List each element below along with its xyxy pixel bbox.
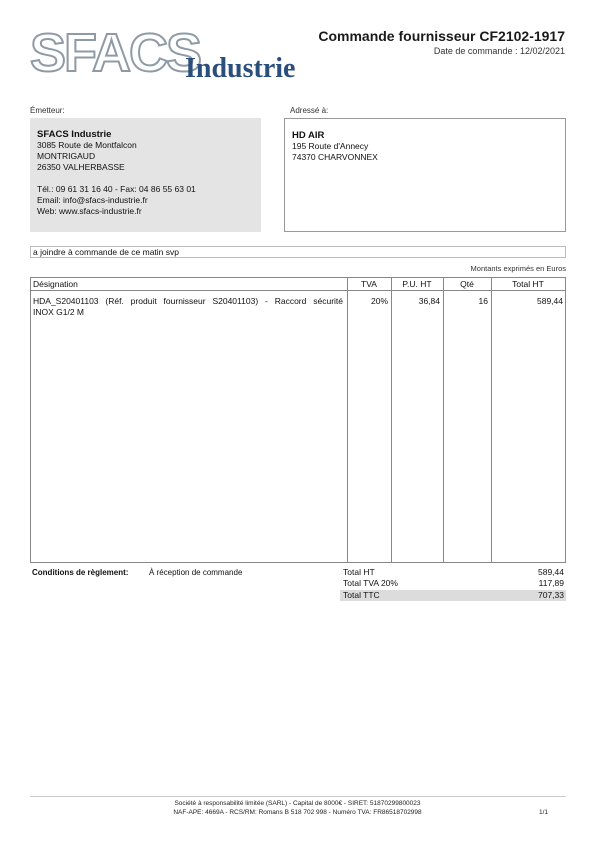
recipient-box xyxy=(284,118,566,232)
sender-email: Email: info@sfacs-industrie.fr xyxy=(37,195,148,205)
row-tva: 20% xyxy=(370,296,388,306)
header-designation: Désignation xyxy=(33,279,78,289)
recipient-address: 195 Route d'Annecy xyxy=(292,141,369,151)
col-divider xyxy=(391,278,392,562)
row-designation: HDA_S20401103 (Réf. produit fournisseur S20401103) - Raccord sécurité xyxy=(33,296,343,306)
payment-terms-label: Conditions de règlement: xyxy=(32,568,129,577)
header-quantity: Qté xyxy=(460,279,474,289)
header-tva: TVA xyxy=(361,279,377,289)
footer-divider xyxy=(30,796,566,797)
col-divider xyxy=(491,278,492,562)
sender-name: SFACS Industrie xyxy=(37,129,112,140)
sender-label: Émetteur: xyxy=(30,106,65,115)
row-quantity: 16 xyxy=(478,296,488,306)
col-divider xyxy=(347,278,348,562)
total-ht-value: 589,44 xyxy=(538,567,564,577)
sender-phone: Tél.: 09 61 31 16 40 - Fax: 04 86 55 63 01 xyxy=(37,184,196,194)
order-note: a joindre à commande de ce matin svp xyxy=(30,246,566,258)
header-unit-price: P.U. HT xyxy=(402,279,432,289)
header-total: Total HT xyxy=(512,279,544,289)
sender-box xyxy=(30,118,261,232)
total-ttc-label: Total TTC xyxy=(343,590,380,600)
table-row xyxy=(33,296,343,318)
currency-note: Montants exprimés en Euros xyxy=(470,264,566,273)
order-date: Date de commande : 12/02/2021 xyxy=(433,46,565,56)
row-total: 589,44 xyxy=(537,296,563,306)
logo-word: Industrie xyxy=(185,53,296,84)
total-tva-label: Total TVA 20% xyxy=(343,578,398,588)
total-tva-value: 117,89 xyxy=(538,578,564,588)
recipient-postal: 74370 CHARVONNEX xyxy=(292,152,378,162)
row-unit-price: 36,84 xyxy=(418,296,440,306)
page-number: 1/1 xyxy=(538,809,548,816)
items-table xyxy=(30,277,566,563)
logo-mark: SFACS xyxy=(30,23,201,83)
sender-address: 3085 Route de Montfalcon xyxy=(37,140,137,150)
sender-postal: 26350 VALHERBASSE xyxy=(37,162,125,172)
document-title: Commande fournisseur CF2102-1917 xyxy=(318,28,565,44)
sender-city: MONTRIGAUD xyxy=(37,151,96,161)
recipient-label: Adressé à: xyxy=(290,106,329,115)
company-logo xyxy=(30,23,320,86)
row-designation-cont: INOX G1/2 M xyxy=(33,307,85,317)
total-ttc-row xyxy=(340,590,566,601)
footer-legal-line2: NAF-APE: 4669A - RCS/RM: Romans B 518 702 998 - Numéro TVA: FR86518702998 xyxy=(173,809,422,816)
total-ht-row xyxy=(340,567,566,578)
total-ht-label: Total HT xyxy=(343,567,375,577)
sender-web: Web: www.sfacs-industrie.fr xyxy=(37,206,142,216)
footer-legal-line1: Société à responsabilité limitée (SARL) - Capital de 8000€ - SIRET: 51870299800023 xyxy=(174,800,421,807)
payment-terms-value: À réception de commande xyxy=(149,568,243,577)
total-tva-row xyxy=(340,578,566,589)
header-divider xyxy=(31,290,565,291)
col-divider xyxy=(443,278,444,562)
recipient-name: HD AIR xyxy=(292,130,325,141)
total-ttc-value: 707,33 xyxy=(538,590,564,600)
